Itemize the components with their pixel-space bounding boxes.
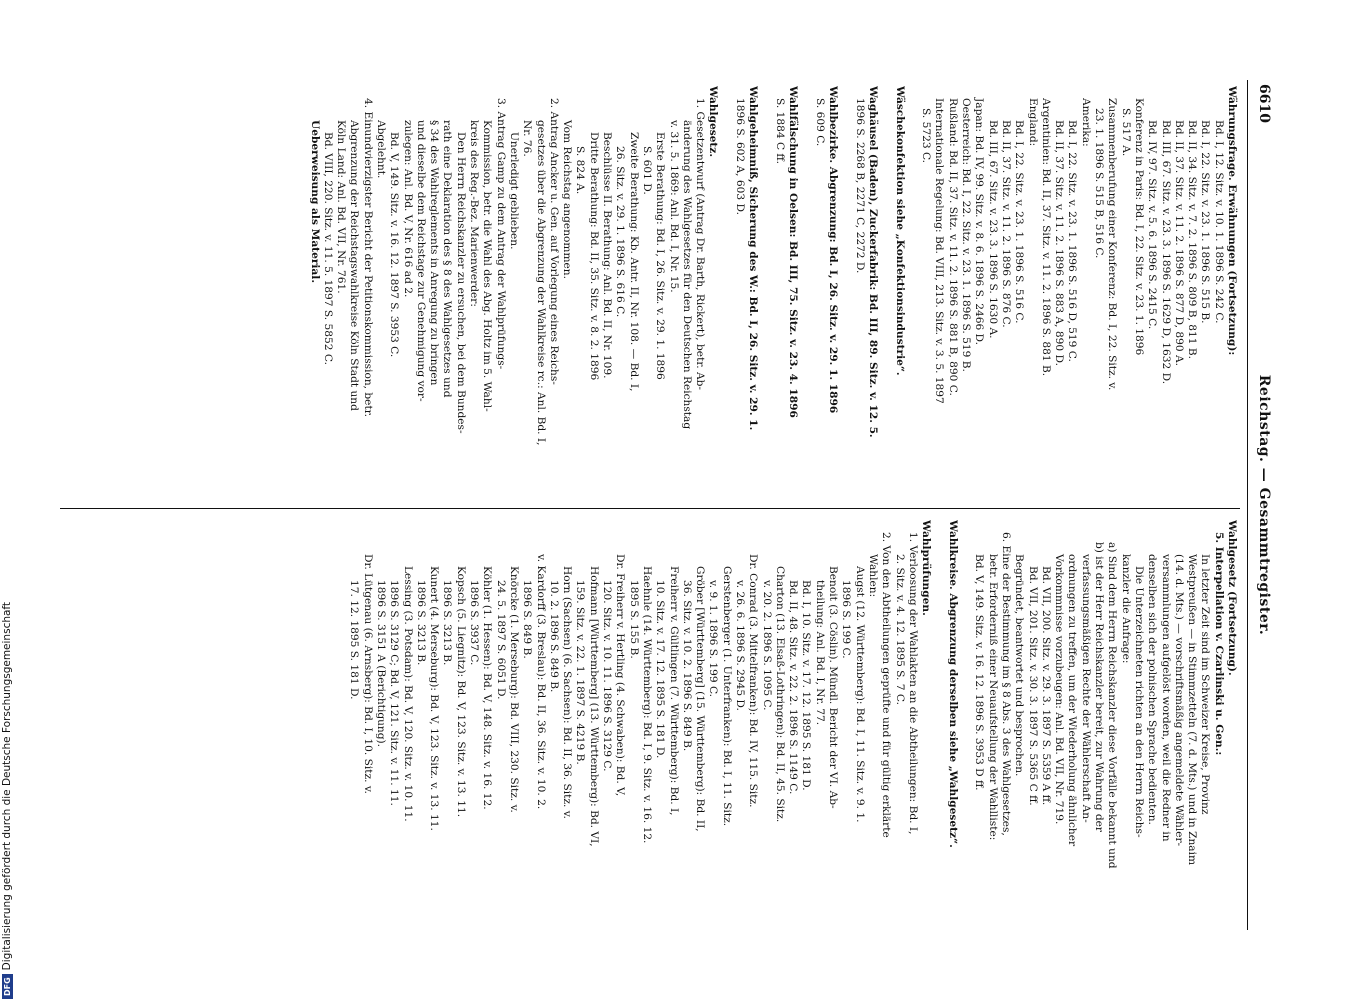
index-line: und dieselbe dem Reichstage zur Genehmigung vor- — [414, 120, 427, 402]
index-line: Bd. V, 149. Sitz. v. 16. 12. 1896 S. 3953 D ff. — [973, 554, 986, 791]
index-line: Bd. VII, 200. Sitz. v. 29. 3. 1897 S. 5359 A ff. — [1039, 566, 1052, 806]
index-line: Argentinien: Bd. II, 37. Sitz. v. 11. 2. 1896 S. 881 B. — [1039, 98, 1052, 377]
index-line: Augst (12. Württemberg): Bd. I, 11. Sitz. v. 9. 1. — [853, 566, 866, 823]
index-line: Wahlen: — [866, 554, 879, 598]
index-line: 2. Sitz. v. 4. 12. 1895 S. 7 C. — [893, 554, 906, 705]
index-line: kanzler die Anfrage: — [1119, 554, 1132, 664]
index-line: Dr. Lütgenau (6. Arnsberg): Bd. I, 10. Sitz. v. — [361, 554, 374, 794]
running-head: Reichstag. — Gesammtregister. — [1256, 374, 1272, 636]
index-line: Zusammenberufung einer Konferenz: Bd. I, 22. Sitz. v. — [1106, 98, 1119, 391]
index-line: 1. Verloosung der Wahlakten an die Abtheilungen: Bd. I, — [906, 532, 919, 835]
index-line — [839, 86, 852, 494]
index-line: Charton (13. Elsaß-Lothringen): Bd. II, 45. Sitz. — [773, 566, 786, 823]
column-divider — [60, 508, 1240, 509]
index-line: änderung des Wahlgesetzes für den Deutschen Reichstag — [680, 120, 693, 430]
index-line: Wahlgeheimniß, Sicherung des W.: Bd. I, 26. Sitz. v. 29. 1. — [747, 86, 760, 431]
index-line: Kommission, betr. die Wahl des Abg. Holtz im 5. Wahl- — [481, 120, 494, 412]
header-rule — [1247, 80, 1248, 930]
index-line: S. 824 A. — [574, 146, 587, 195]
index-line: 36. Sitz. v. 10. 2. 1896 S. 849 B. — [680, 580, 693, 752]
index-line: Konferenz in Paris: Bd. I, 22. Sitz. v. 23. 1. 1896 — [1132, 98, 1145, 356]
index-line: Wahlgesetz (Fortsetzung). — [1226, 520, 1238, 676]
index-line: Den Herrn Reichskanzler zu ersuchen, bei dem Bundes- — [454, 132, 467, 434]
index-line: S. 1884 C ff. — [773, 98, 786, 164]
index-line: 1896 S. 3151 A (Berichtigung). — [375, 580, 387, 748]
page-number: 6610 — [1256, 84, 1272, 123]
left-column — [307, 86, 1238, 494]
index-line: Bd. I, 22. Sitz. v. 23. 1. 1896 S. 516 D, 519 C. — [1066, 120, 1079, 362]
index-line: S. 609 C. — [813, 98, 826, 147]
index-line: Bd. I, 10. Sitz. v. 17. 12. 1895 S. 181 D. — [800, 580, 813, 791]
document-page — [55, 80, 1270, 930]
index-line: S. 601 D. — [640, 146, 653, 195]
index-line: 120. Sitz. v. 10. 11. 1896 S. 3129 C. — [601, 580, 614, 772]
index-line: Lessing (3. Potsdam): Bd. V, 120. Sitz. v. 10. 11. — [401, 566, 414, 822]
index-line: Köln Land: Anl. Bd. VII, Nr. 761. — [335, 120, 348, 294]
index-line: Horn (Sachsen) (6. Sachsen): Bd. II, 36. Sitz. v. — [561, 566, 574, 819]
index-line: Oesterreich: Bd. I, 22. Sitz. v. 23. 1. 1896 S. 519 B. — [960, 98, 973, 372]
index-line: 17. 12. 1895 S. 181 D. — [348, 580, 361, 700]
index-line: 2. Antrag Ancker u. Gen. auf Vorlegung eines Reichs- — [547, 98, 560, 385]
index-line: Bd. II, 37. Sitz. v. 11. 2. 1896 S. 876 C. — [999, 120, 1012, 328]
index-line: 1895 S. 155 B. — [627, 580, 640, 659]
index-line: Nr. 76. — [521, 120, 534, 157]
index-line: v. 20. 2. 1896 S. 1095 C. — [760, 580, 773, 711]
index-line: zulegen: Anl. Bd. V, Nr. 616 ad 2. — [401, 120, 414, 298]
index-line: Bd. II, 34. Sitz. v. 7. 2. 1896 S. 809 B, 811 B. — [1186, 120, 1199, 360]
index-line: Bd. II, 37. Sitz. v. 11. 2. 1896 S. 877 D, 890 A. — [1172, 120, 1185, 366]
index-line: versammlungen aufgelöst worden, weil die Redner in — [1159, 554, 1172, 842]
index-line: v. 9. 1. 1896 S. 199 C. — [707, 580, 720, 698]
index-line: 5. Interpellation v. Czarlinski u. Gen.: — [1212, 532, 1225, 756]
index-line — [906, 86, 919, 494]
index-line: Abgelehnt. — [375, 120, 387, 179]
index-line: Bd. III, 67. Sitz. v. 23. 3. 1896 S. 1629 D, 1632 D. — [1159, 120, 1172, 385]
index-line: Wäschekonfektion siehe „Konfektionsindustrie“. — [893, 86, 906, 376]
index-line — [932, 520, 945, 928]
index-line: Wahlfälschung in Oelsen: Bd. III, 75. Sitz. v. 23. 4. 1896 — [787, 86, 800, 418]
index-line: Köhler (1. Hessen): Bd. V, 148. Sitz. v. 16. 12. — [481, 566, 494, 810]
index-line: Wahlgesetz. — [707, 86, 720, 158]
index-line: 6. Eine der Bestimmung im § 8 Abs. 3 des Wahlgesetzes, — [999, 532, 1012, 836]
index-line: 3. Antrag Gamp zu dem Antrag der Wahlprüfungs- — [494, 98, 507, 370]
index-line: 1896 S. 3937 C. — [468, 580, 481, 666]
index-line: Vorkommnisse vorzubeugen: Anl. Bd. VII, Nr. 719. — [1053, 554, 1066, 825]
index-line: rath eine Deklaration des § 8 des Wahlgesetzes und — [441, 120, 454, 398]
index-line: Wahlkreise. Abgrenzung derselben siehe „Wahlgesetz“. — [946, 520, 959, 848]
funding-notice-text: Digitalisierung gefördert durch die Deutsche Forschungsgemeinschaft — [1, 601, 13, 971]
index-line: § 34 des Wahlreglements in Anregung zu bringen — [428, 120, 441, 386]
index-line: Bd. VII, 201. Sitz. v. 30. 3. 1897 S. 5365 C ff. — [1026, 566, 1039, 806]
index-line: v. Kardorff (3. Breslau): Bd. II, 36. Sitz. v. 10. 2. — [534, 554, 547, 810]
index-line — [759, 86, 772, 494]
index-line: Bd. II, 48. Sitz. v. 22. 2. 1896 S. 1149 C. — [787, 580, 800, 795]
index-line: Kunert (4. Merseburg): Bd. V, 123. Sitz. v. 13. 11. — [428, 566, 441, 831]
index-line: 2. Von den Abtheilungen geprüfte und für gültig erklärte — [880, 532, 893, 838]
index-line: gesetzes über die Abgrenzung der Wahlkreise rc.: Anl. Bd. I, — [534, 120, 547, 446]
index-line: Bd. I, 22. Sitz. v. 23. 1. 1896 S. 516 C. — [1013, 120, 1026, 324]
index-line: Dritte Berathung: Bd. II, 35. Sitz. v. 8. 2. 1896 — [587, 132, 600, 381]
index-line: 1896 S. 199 C. — [840, 580, 853, 659]
index-line: Kopsch (5. Liegnitz): Bd. V, 123. Sitz. v. 13. 11. — [454, 566, 467, 818]
index-line: theilung: Anl. Bd. I, Nr. 77. — [813, 580, 826, 726]
index-line: verfassungsmäßigen Rechte der Wählerschaft An- — [1079, 554, 1092, 823]
index-line: Ueberweisung als Material. — [308, 120, 321, 284]
index-line: Internationale Regelung: Bd. VIII, 213. Sitz. v. 3. 5. 1897 — [933, 98, 946, 404]
index-line: kreis des Reg.-Bez. Marienwerder: — [468, 120, 481, 307]
index-line: Hofmann [Württemberg] (13. Württemberg): Bd. VI, — [587, 566, 600, 847]
index-line: a) Sind dem Herrn Reichskanzler diese Vorfälle bekannt und — [1106, 542, 1119, 869]
index-line: denselben sich der polnischen Sprache bedienten. — [1146, 554, 1159, 825]
index-line: Vom Reichstag angenommen. — [561, 120, 574, 279]
index-line: 4. Einundvierzigster Bericht der Petitionskommission, betr. — [361, 98, 374, 417]
index-line: ordnungen zu treffen, um der Wiederholung ähnlicher — [1066, 554, 1079, 847]
index-line: 10. 2. 1896 S. 849 B. — [547, 580, 560, 693]
index-line: 1896 S. 3129 C; Bd. V, 121. Sitz. v. 11. 11. — [388, 580, 401, 806]
index-line: Währungsfrage. Erwähnungen (Fortsetzung): — [1226, 86, 1238, 356]
index-line: Gröber [Württemberg] (15. Württemberg): Bd. II, — [694, 566, 707, 832]
index-line: Zweite Berathung: Kb. Antr. II, Nr. 108. — Bd. I, — [627, 132, 640, 392]
index-line: Beschlüsse II. Berathung: Anl. Bd. II, Nr. 109. — [601, 132, 614, 379]
dfg-logo-icon: DFG — [2, 974, 13, 999]
index-line: Erste Berathung: Bd. I, 26. Sitz. v. 29. 1. 1896 — [654, 132, 667, 380]
index-line: v. 26. 6. 1896 S. 2945 D. — [734, 580, 747, 711]
index-line: 1. Gesetzentwurf (Antrag Dr. Barth, Rickert), betr. Ab- — [694, 98, 707, 390]
index-line: Begründet, beantwortet und besprochen. — [1013, 554, 1026, 777]
index-line: Westpreußen — in Stimmzetteln (7. d. Mts.) und in Znaim — [1186, 554, 1199, 866]
index-line: Freiherr v. Gültlingen (7. Württemberg): Bd. I, — [667, 566, 680, 816]
right-column — [347, 520, 1238, 928]
index-line: S. 5723 C. — [920, 108, 933, 164]
funding-notice — [1, 602, 13, 999]
index-line: Bd. II, 37. Sitz. v. 11. 2. 1896 S. 883 A, 890 D. — [1053, 120, 1066, 366]
index-line: S. 517 A. — [1119, 108, 1132, 157]
index-line: Bd. III, 67. Sitz. v. 23. 3. 1896 S. 1630 A. — [986, 120, 999, 339]
index-line: Haehnle (14. Württemberg): Bd. I, 9. Sitz. v. 16. 12. — [640, 566, 653, 844]
index-line: Wahlprüfungen. — [920, 520, 933, 616]
index-line: (14. d. Mts.) — vorschriftsmäßig angemeldete Wähler- — [1172, 554, 1185, 847]
index-line: In letzter Zeit sind im Schweizer Kreise, Provinz — [1199, 554, 1212, 815]
index-line: 1896 S. 3213 B. — [414, 580, 427, 666]
index-line: Bd. I, 22. Sitz. v. 23. 1. 1896 S. 515 B. — [1199, 120, 1212, 324]
index-line: 1896 S. 2268 B, 2271 C, 2272 D. — [853, 98, 866, 274]
index-line: 26. Sitz. v. 29. 1. 1896 S. 616 C. — [614, 146, 627, 318]
index-line: Gerstenberger (1. Unterfranken): Bd. I, 11. Sitz. — [720, 566, 733, 827]
index-line: Benoit (3. Cöslin). Mündl. Bericht der VI. Ab- — [827, 566, 840, 809]
index-line — [959, 520, 972, 928]
index-line: Japan: Bd. IV, 99. Sitz. v. 8. 6. 1896 S. 2466 D. — [973, 98, 986, 346]
index-line — [719, 86, 732, 494]
index-line: England: — [1026, 98, 1039, 147]
index-line: Bd. V, 149. Sitz. v. 16. 12. 1897 S. 3953 C. — [388, 132, 401, 358]
index-line: Wahlbezirke. Abgrenzung: Bd. I, 26. Sitz. v. 29. 1. 1896 — [827, 86, 840, 414]
index-line: 23. 1. 1896 S. 515 B, 516 C. — [1093, 108, 1106, 259]
index-line: Unerledigt geblieben. — [507, 132, 520, 250]
index-line: 1896 S. 602 A, 603 D. — [734, 98, 747, 215]
index-line: b) ist der Herr Reichskanzler bereit, zur Wahrung der — [1093, 542, 1106, 832]
index-line: Waghäusel (Baden), Zuckerfabrik: Bd. III, 89. Sitz. v. 12. 5. — [866, 86, 879, 438]
index-line: 10. Sitz. v. 17. 12. 1895 S. 181 D. — [654, 580, 667, 759]
index-line: v. 31. 5. 1869: Anl. Bd. I, Nr. 15. — [667, 120, 680, 293]
index-line — [799, 86, 812, 494]
index-line: Amerika: — [1079, 98, 1092, 147]
index-line: 24. 5. 1897 S. 6051 D. — [494, 580, 507, 700]
index-line: 1896 S. 3213 B. — [441, 580, 454, 666]
index-line: Bd. IV, 97. Sitz. v. 5. 6. 1896 S. 2415 C. — [1146, 120, 1159, 330]
index-line: Dr. Conrad (3. Mittelfranken): Bd. IV, 115. Sitz. — [747, 554, 760, 808]
index-line: Knörcke (1. Merseburg): Bd. VIII, 230. Sitz. v. — [507, 566, 520, 813]
index-line: Bd. I, 12. Sitz. v. 10. 1. 1896 S. 242 C. — [1212, 120, 1225, 324]
index-line: Dr. Freiherr v. Hertling (4. Schwaben): Bd. V, — [614, 554, 627, 797]
index-line — [879, 86, 892, 494]
index-line: 1896 S. 849 B. — [521, 580, 534, 659]
page-header — [1250, 80, 1270, 930]
index-line: 159. Sitz. v. 22. 1. 1897 S. 4219 B. — [574, 580, 587, 765]
index-line: betr. Erforderniß einer Neuaufstellung der Wahlliste: — [986, 554, 999, 841]
index-line: Die Unterzeichneten richten an den Herrn Reichs- — [1132, 566, 1145, 838]
index-line: Abgrenzung der Reichstagswahlkreise Köln Stadt und — [348, 120, 361, 411]
index-line: Rußland: Bd. II, 37. Sitz. v. 11. 2. 1896 S. 881 B, 890 C. — [946, 98, 959, 396]
index-line: Bd. VIII, 220. Sitz. v. 11. 5. 1897 S. 5852 C. — [321, 132, 334, 365]
